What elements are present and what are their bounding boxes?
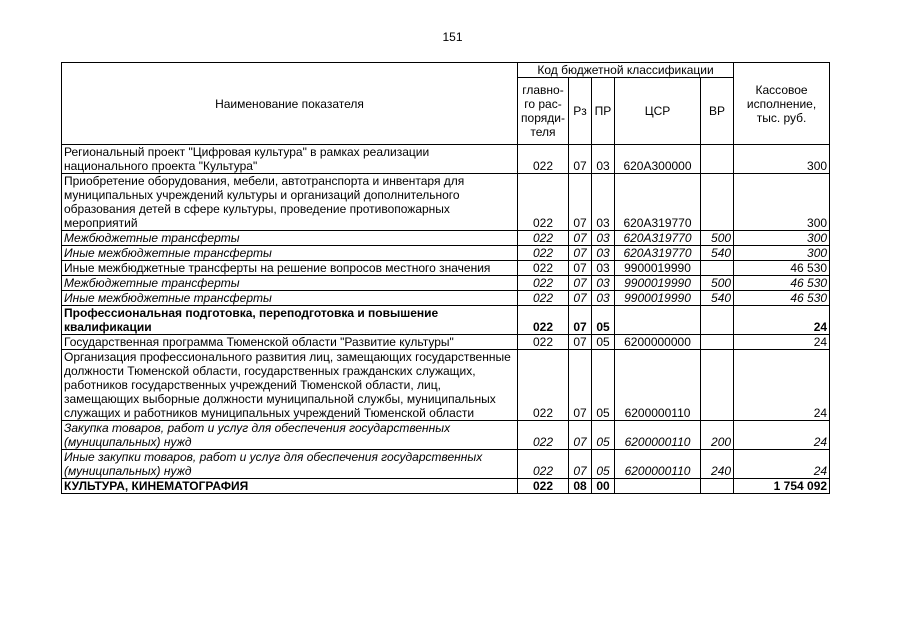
- row-vr: [701, 479, 734, 494]
- row-amount: 300: [734, 231, 830, 246]
- row-name: Иные межбюджетные трансферты: [62, 246, 518, 261]
- row-amount: 300: [734, 145, 830, 174]
- header-rz: Рз: [569, 78, 592, 145]
- header-name: Наименование показателя: [62, 63, 518, 145]
- row-rz: 07: [569, 450, 592, 479]
- row-pr: 05: [592, 421, 615, 450]
- page-number: 151: [442, 30, 463, 44]
- row-rz: 07: [569, 174, 592, 231]
- row-amount: 24: [734, 335, 830, 350]
- row-glav: 022: [518, 145, 569, 174]
- row-vr: [701, 335, 734, 350]
- row-name: Региональный проект "Цифровая культура" в рамках реализации национального проекта "Культура": [62, 145, 518, 174]
- row-amount: 24: [734, 421, 830, 450]
- row-rz: 07: [569, 291, 592, 306]
- table-row: [62, 306, 830, 335]
- header-code-group: Код бюджетной классификации: [518, 63, 734, 78]
- table-row: [62, 145, 830, 174]
- row-amount: 300: [734, 174, 830, 231]
- row-vr: [701, 174, 734, 231]
- row-amount: 46 530: [734, 261, 830, 276]
- row-amount: 24: [734, 450, 830, 479]
- row-csr: 620А319770: [615, 174, 701, 231]
- row-vr: 540: [701, 246, 734, 261]
- row-csr: 6200000110: [615, 421, 701, 450]
- row-pr: 03: [592, 261, 615, 276]
- row-vr: 540: [701, 291, 734, 306]
- row-name: Межбюджетные трансферты: [62, 276, 518, 291]
- row-rz: 07: [569, 145, 592, 174]
- header-vr: ВР: [701, 78, 734, 145]
- row-rz: 07: [569, 421, 592, 450]
- row-glav: 022: [518, 335, 569, 350]
- row-vr: 200: [701, 421, 734, 450]
- row-vr: 500: [701, 231, 734, 246]
- row-pr: 03: [592, 231, 615, 246]
- row-pr: 05: [592, 350, 615, 421]
- row-vr: [701, 261, 734, 276]
- budget-table: [61, 62, 830, 494]
- header-glav: главно-го рас-поряди-теля: [518, 78, 569, 145]
- row-rz: 07: [569, 276, 592, 291]
- row-name: Иные межбюджетные трансферты: [62, 291, 518, 306]
- row-glav: 022: [518, 231, 569, 246]
- table-row: [62, 421, 830, 450]
- table-row: [62, 350, 830, 421]
- row-rz: 07: [569, 335, 592, 350]
- row-glav: 022: [518, 450, 569, 479]
- table-row: [62, 291, 830, 306]
- row-rz: 07: [569, 231, 592, 246]
- table-row: [62, 276, 830, 291]
- row-glav: 022: [518, 421, 569, 450]
- row-vr: [701, 306, 734, 335]
- table-body: [62, 145, 830, 494]
- row-csr: 620А319770: [615, 246, 701, 261]
- row-rz: 07: [569, 261, 592, 276]
- table-row: [62, 335, 830, 350]
- row-csr: 9900019990: [615, 291, 701, 306]
- row-pr: 05: [592, 335, 615, 350]
- row-name: Приобретение оборудования, мебели, автотранспорта и инвентаря для муниципальных учреждений культуры и организаций дополнительного образования детей в сфере культуры, проведение противопожарных мероприятий: [62, 174, 518, 231]
- table-header: [62, 63, 830, 145]
- row-pr: 05: [592, 450, 615, 479]
- row-name: Организация профессионального развития лиц, замещающих государственные должности Тюменской области, государственных гражданских служащих, работников государственных учреждений Тюменской области, лиц, замещающих выборные должности муниципальной службы, муниципальных служащих и работников муниципальных учреждений Тюменской области: [62, 350, 518, 421]
- row-glav: 022: [518, 306, 569, 335]
- row-pr: 03: [592, 174, 615, 231]
- row-glav: 022: [518, 261, 569, 276]
- row-name: КУЛЬТУРА, КИНЕМАТОГРАФИЯ: [62, 479, 518, 494]
- row-name: Иные межбюджетные трансферты на решение вопросов местного значения: [62, 261, 518, 276]
- row-vr: [701, 145, 734, 174]
- row-glav: 022: [518, 246, 569, 261]
- row-vr: 240: [701, 450, 734, 479]
- header-pr: ПР: [592, 78, 615, 145]
- row-rz: 08: [569, 479, 592, 494]
- row-name: Иные закупки товаров, работ и услуг для обеспечения государственных (муниципальных) нужд: [62, 450, 518, 479]
- row-glav: 022: [518, 174, 569, 231]
- row-rz: 07: [569, 306, 592, 335]
- row-glav: 022: [518, 291, 569, 306]
- row-pr: 03: [592, 246, 615, 261]
- table-row: [62, 261, 830, 276]
- table-row: [62, 450, 830, 479]
- row-csr: 9900019990: [615, 261, 701, 276]
- header-csr: ЦСР: [615, 78, 701, 145]
- row-csr: 6200000110: [615, 450, 701, 479]
- table-row: [62, 231, 830, 246]
- header-amount: Кассовое исполнение, тыс. руб.: [734, 63, 830, 145]
- table-row: [62, 246, 830, 261]
- row-vr: [701, 350, 734, 421]
- row-amount: 1 754 092: [734, 479, 830, 494]
- row-name: Профессиональная подготовка, переподготовка и повышение квалификации: [62, 306, 518, 335]
- row-name: Государственная программа Тюменской области "Развитие культуры": [62, 335, 518, 350]
- table-row: [62, 174, 830, 231]
- row-amount: 46 530: [734, 276, 830, 291]
- row-csr: [615, 479, 701, 494]
- row-csr: 9900019990: [615, 276, 701, 291]
- row-pr: 05: [592, 306, 615, 335]
- row-rz: 07: [569, 350, 592, 421]
- row-csr: 620А319770: [615, 231, 701, 246]
- row-pr: 03: [592, 291, 615, 306]
- row-name: Межбюджетные трансферты: [62, 231, 518, 246]
- row-csr: 6200000110: [615, 350, 701, 421]
- row-amount: 24: [734, 306, 830, 335]
- row-pr: 03: [592, 276, 615, 291]
- row-name: Закупка товаров, работ и услуг для обеспечения государственных (муниципальных) нужд: [62, 421, 518, 450]
- row-glav: 022: [518, 350, 569, 421]
- row-csr: 620А300000: [615, 145, 701, 174]
- row-rz: 07: [569, 246, 592, 261]
- row-vr: 500: [701, 276, 734, 291]
- row-csr: 6200000000: [615, 335, 701, 350]
- row-glav: 022: [518, 479, 569, 494]
- row-glav: 022: [518, 276, 569, 291]
- row-pr: 00: [592, 479, 615, 494]
- table-row: [62, 479, 830, 494]
- row-amount: 46 530: [734, 291, 830, 306]
- row-amount: 300: [734, 246, 830, 261]
- row-csr: [615, 306, 701, 335]
- row-amount: 24: [734, 350, 830, 421]
- row-pr: 03: [592, 145, 615, 174]
